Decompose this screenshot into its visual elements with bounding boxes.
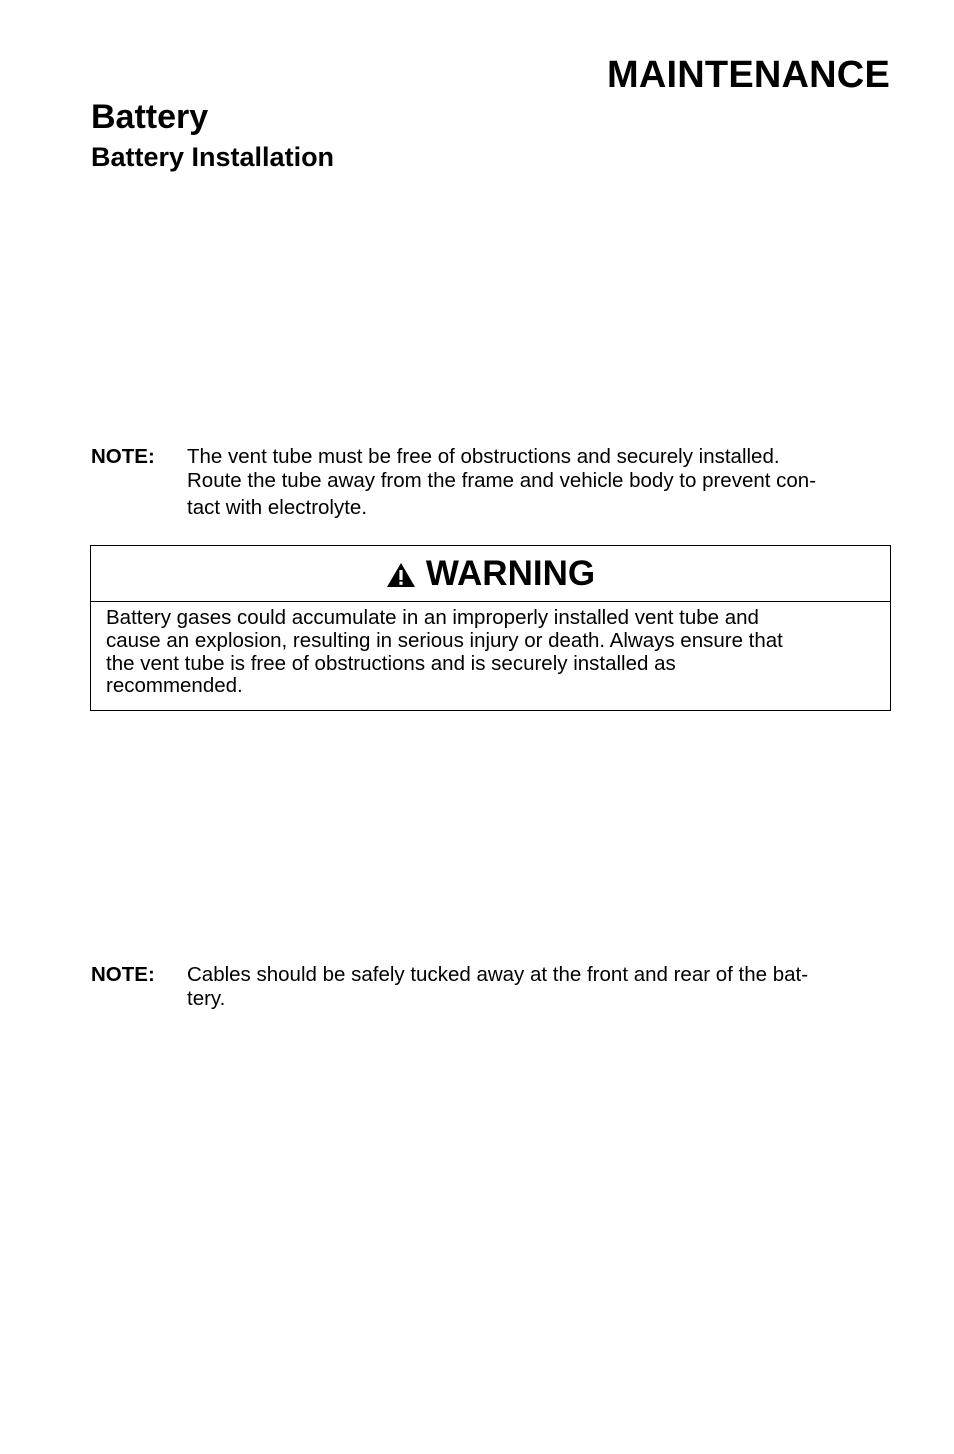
warning-box (90, 545, 891, 711)
section-header: MAINTENANCE (607, 54, 890, 96)
warning-triangle-icon (386, 562, 416, 588)
vent-tube-note (91, 445, 891, 520)
note-text (187, 445, 891, 520)
note-line: tact with electrolyte. (187, 496, 368, 519)
warning-line: recommended. (106, 674, 243, 698)
note-line: Route the tube away from the frame and vehicle body to prevent con- (187, 469, 817, 492)
note-text (187, 963, 891, 1011)
note-label: NOTE: (91, 445, 155, 468)
warning-title: WARNING (425, 553, 596, 593)
topic-title: Battery (91, 98, 209, 136)
warning-line: cause an explosion, resulting in serious injury or death. Always ensure that (106, 628, 783, 652)
topic-subtitle: Battery Installation (91, 142, 335, 172)
warning-body (91, 602, 890, 710)
cables-note (91, 963, 891, 1011)
warning-header (91, 546, 890, 602)
note-line: tery. (187, 987, 226, 1010)
warning-line: the vent tube is free of obstructions and is securely installed as (106, 651, 676, 675)
note-line: The vent tube must be free of obstructions and securely installed. (187, 445, 780, 468)
note-line: Cables should be safely tucked away at the front and rear of the bat- (187, 963, 809, 986)
note-label: NOTE: (91, 963, 155, 986)
warning-line: Battery gases could accumulate in an improperly installed vent tube and (106, 606, 759, 629)
